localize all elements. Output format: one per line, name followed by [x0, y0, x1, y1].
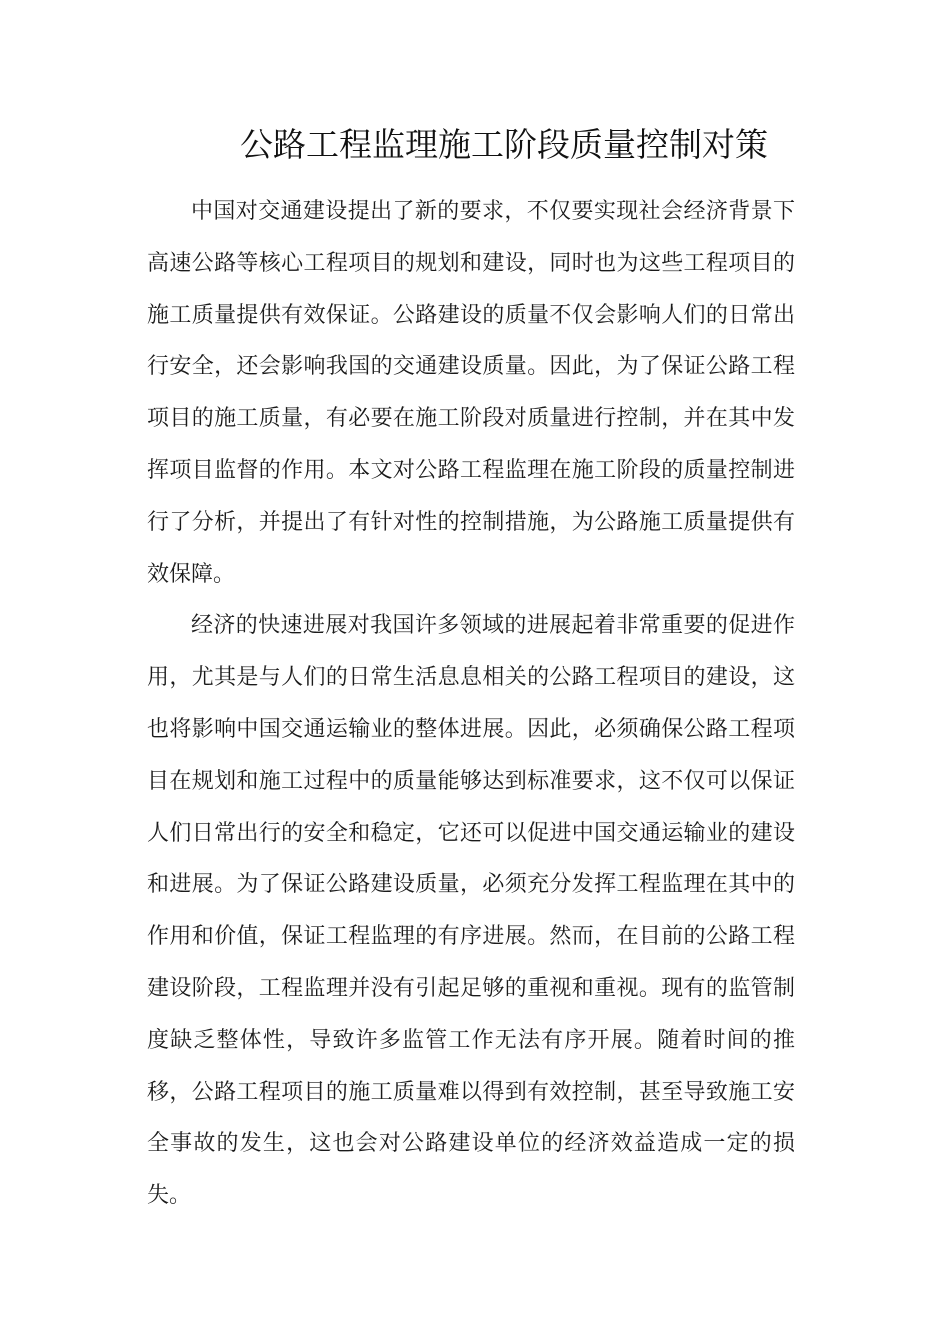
paragraph-1: 中国对交通建设提出了新的要求，不仅要实现社会经济背景下高速公路等核心工程项目的规划和建设，同时也为这些工程项目的施工质量提供有效保证。公路建设的质量不仅会影响人们的日常出行安全，还会影响我国的交通建设质量。因此，为了保证公路工程项目的施工质量，有必要在施工阶段对质量进行控制，并在其中发挥项目监督的作用。本文对公路工程监理在施工阶段的质量控制进行了分析，并提出了有针对性的控制措施，为公路施工质量提供有效保障。	[147, 199, 795, 587]
document-title: 公路工程监理施工阶段质量控制对策	[240, 125, 768, 164]
document-body	[147, 186, 795, 1222]
paragraph-2: 经济的快速进展对我国许多领域的进展起着非常重要的促进作用，尤其是与人们的日常生活息息相关的公路工程项目的建设，这也将影响中国交通运输业的整体进展。因此，必须确保公路工程项目在规划和施工过程中的质量能够达到标准要求，这不仅可以保证人们日常出行的安全和稳定，它还可以促进中国交通运输业的建设和进展。为了保证公路建设质量，必须充分发挥工程监理在其中的作用和价值，保证工程监理的有序进展。然而，在目前的公路工程建设阶段，工程监理并没有引起足够的重视和重视。现有的监管制度缺乏整体性，导致许多监管工作无法有序开展。随着时间的推移，公路工程项目的施工质量难以得到有效控制，甚至导致施工安全事故的发生，这也会对公路建设单位的经济效益造成一定的损失。	[147, 613, 795, 1209]
